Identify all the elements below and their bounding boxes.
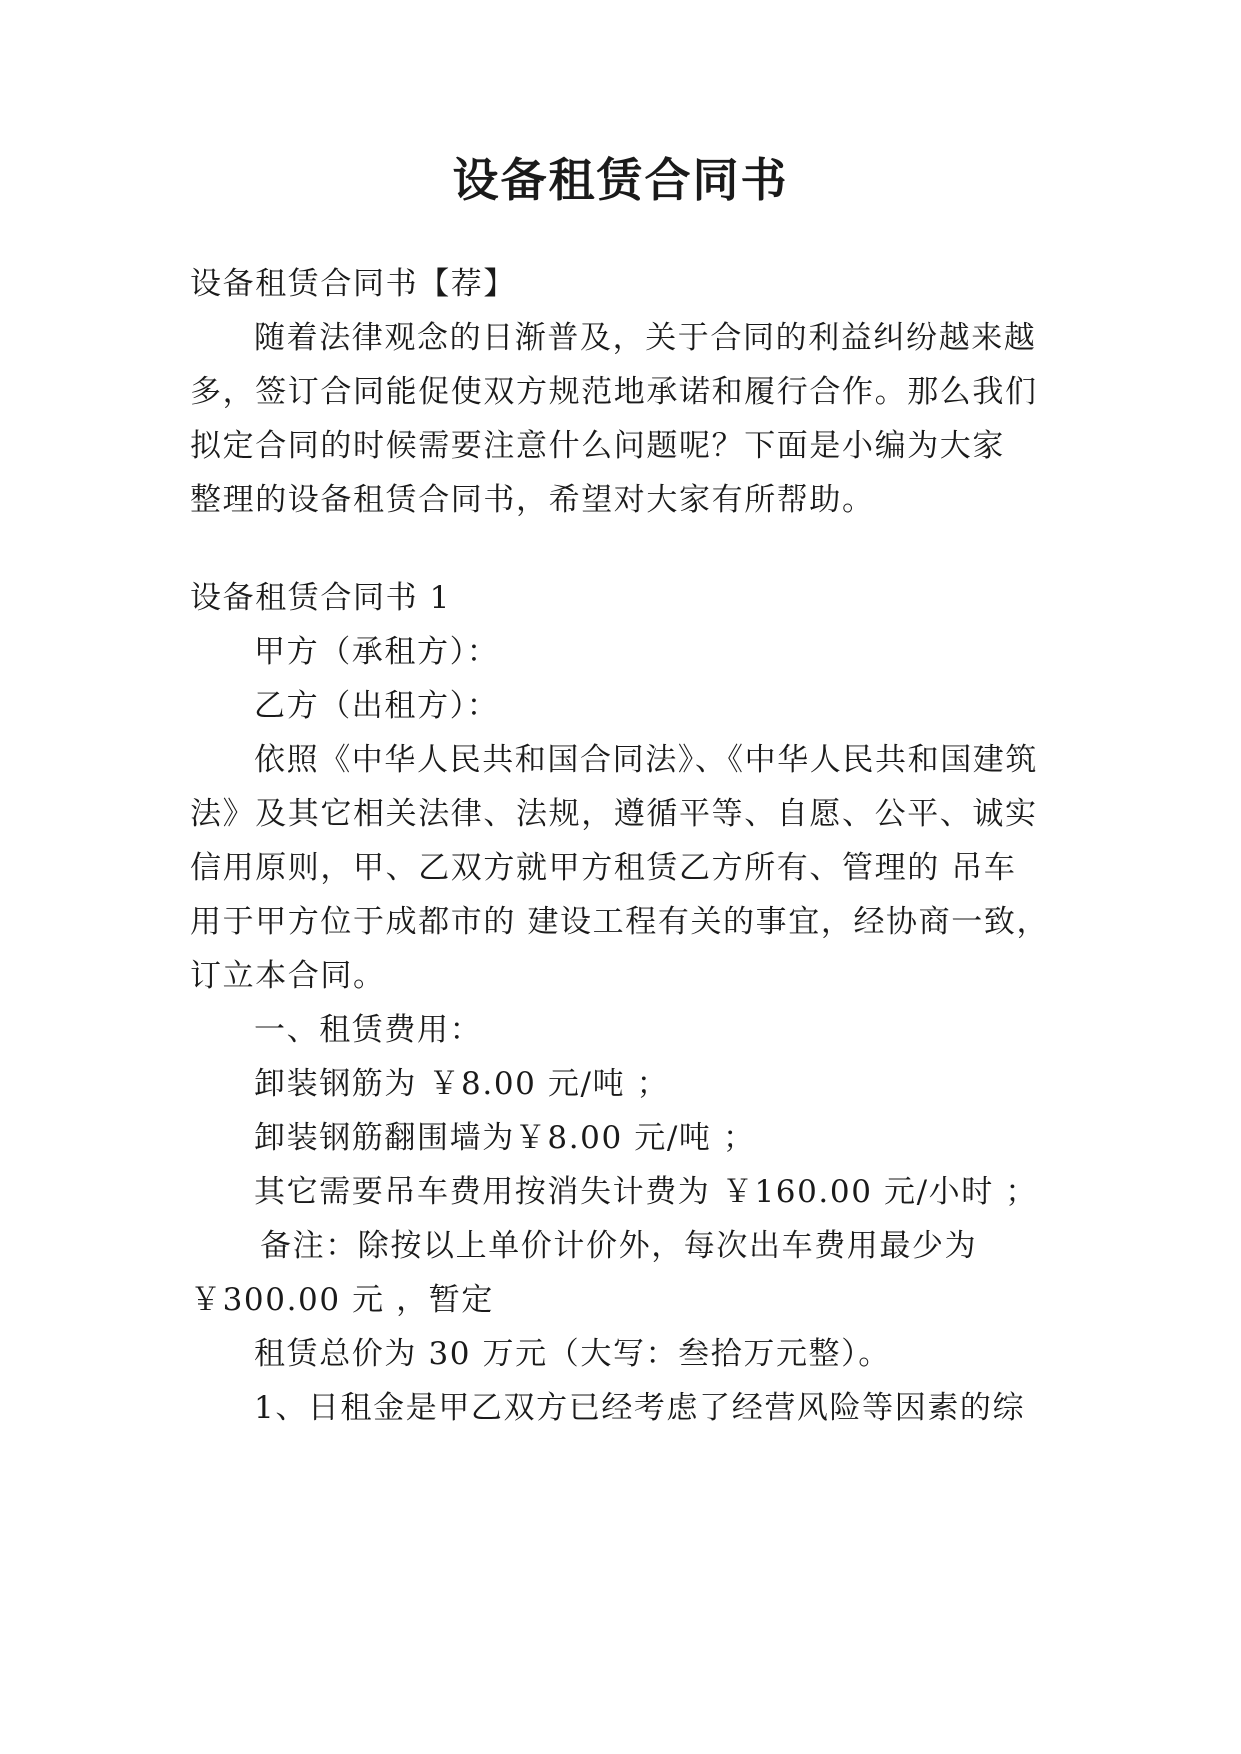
fee-line-3: 其它需要吊车费用按消失计费为 ￥160.00 元/小时 ； [254,1174,1038,1210]
basis-line-3: 信用原则，甲、乙双方就甲方租赁乙方所有、管理的 吊车 [190,850,1017,886]
note-line-1: 备注：除按以上单价计价外，每次出车费用最少为 [260,1228,978,1264]
fee-line-2: 卸装钢筋翻围墙为￥8.00 元/吨 ； [254,1120,756,1156]
note-line-2: ￥300.00 元 ，暂定 [190,1282,494,1318]
basis-line-1: 依照《中华人民共和国合同法》、《中华人民共和国建筑 [254,742,1038,778]
document-heading: 设备租赁合同书【荐】 [190,266,516,302]
document-title: 设备租赁合同书 [452,153,789,207]
fee-line-1: 卸装钢筋为 ￥8.00 元/吨 ； [254,1066,670,1102]
total-price-line: 租赁总价为 30 万元（大写：叁拾万元整）。 [254,1336,891,1372]
clause-1-line: 1、日租金是甲乙双方已经考虑了经营风险等因素的综 [254,1390,1026,1426]
section-title: 设备租赁合同书 1 [190,580,451,616]
basis-line-2: 法》及其它相关法律、法规，遵循平等、自愿、公平、诚实 [190,796,1038,832]
intro-line-1: 随着法律观念的日渐普及，关于合同的利益纠纷越来越 [254,320,1037,356]
fees-title: 一、租赁费用： [254,1012,483,1048]
basis-line-5: 订立本合同。 [190,958,386,994]
party-b-line: 乙方（出租方）： [254,688,500,724]
intro-line-4: 整理的设备租赁合同书，希望对大家有所帮助。 [190,482,875,518]
basis-line-4: 用于甲方位于成都市的 建设工程有关的事宜，经协商一致， [190,904,1050,940]
party-a-line: 甲方（承租方）： [254,634,500,670]
intro-line-3: 拟定合同的时候需要注意什么问题呢？下面是小编为大家 [190,428,1005,464]
intro-line-2: 多，签订合同能促使双方规范地承诺和履行合作。那么我们 [190,374,1038,410]
